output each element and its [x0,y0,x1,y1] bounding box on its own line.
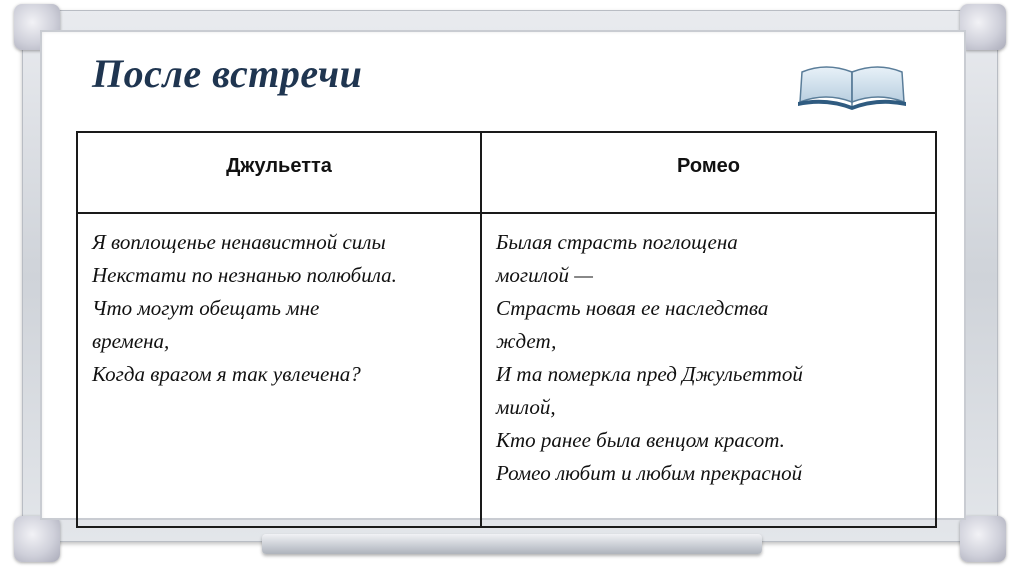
juliet-line: Когда врагом я так увлечена? [92,362,361,386]
romeo-line: Страсть новая ее наследства [496,296,769,320]
juliet-line: Некстати по незнанью полюбила. [92,263,397,287]
romeo-line: Кто ранее была венцом красот. [496,428,785,452]
header-romeo: Ромео [481,132,936,213]
table-row [77,213,936,527]
romeo-line: милой, [496,395,556,419]
juliet-line: Я воплощенье ненавистной силы [92,230,386,254]
frame-corner-bottom-left [14,516,60,562]
romeo-line: могилой — [496,263,593,287]
slide-title: После встречи [92,51,363,96]
open-book-icon [796,60,908,110]
romeo-line: Былая страсть поглощена [496,230,738,254]
comparison-table [76,131,937,528]
table-header-row [77,132,936,213]
romeo-line: Ромео любит и любим прекрасной [496,461,803,485]
frame-corner-top-right [960,4,1006,50]
juliet-text-cell [77,213,481,527]
romeo-line: И та померкла пред Джульеттой [496,362,803,386]
romeo-line: ждет, [496,329,557,353]
frame-corner-bottom-right [960,516,1006,562]
marker-tray [262,534,762,554]
header-juliet: Джульетта [77,132,481,213]
romeo-text-cell [481,213,936,527]
juliet-line: Что могут обещать мне [92,296,320,320]
juliet-line: времена, [92,329,170,353]
